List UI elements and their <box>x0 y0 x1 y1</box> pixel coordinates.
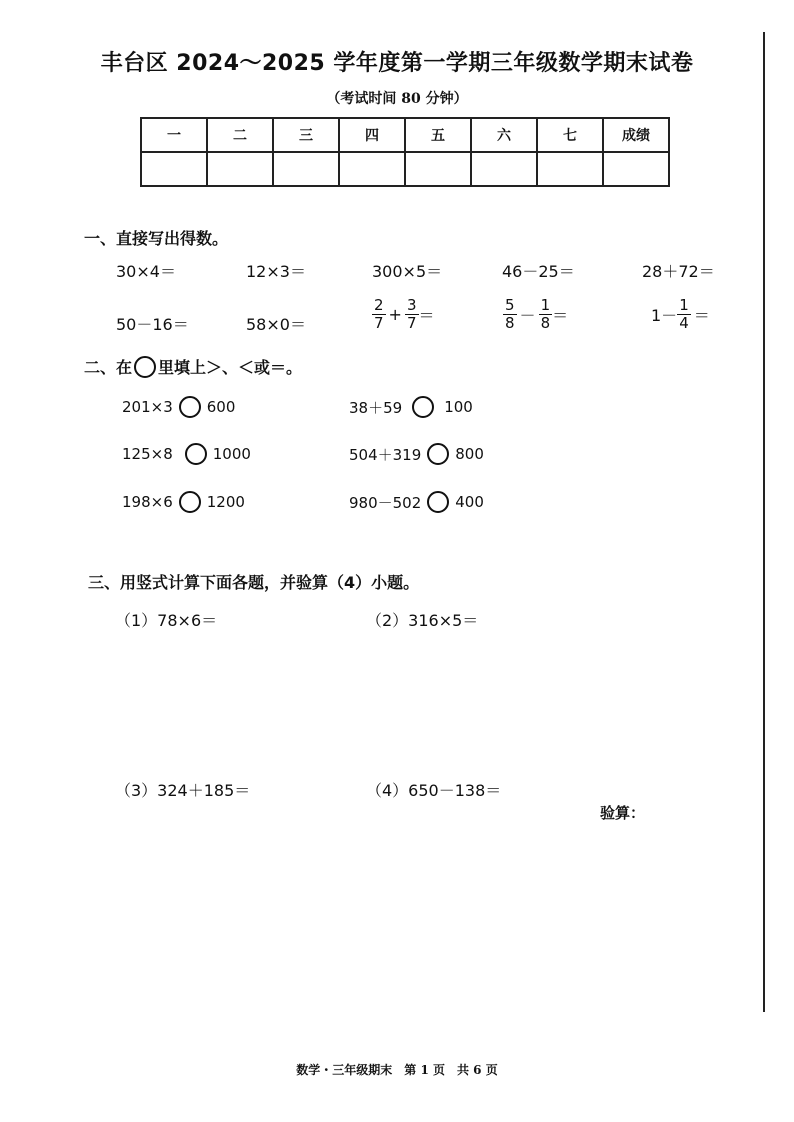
mental-math-question: 28＋72＝ <box>642 262 715 281</box>
vertical-calc-question-2: （2）316×5＝ <box>366 611 479 630</box>
mental-math-question: 50－16＝ <box>116 315 189 334</box>
denominator: 4 <box>679 314 689 332</box>
compare-question <box>122 491 245 513</box>
score-header-cell: 四 <box>339 118 405 152</box>
denominator: 8 <box>540 314 551 332</box>
equals-sign: ＝ <box>693 306 710 325</box>
equals-sign: ＝ <box>552 306 569 325</box>
compare-right-value: 400 <box>455 493 484 511</box>
operator: + <box>388 305 402 324</box>
score-input-cell[interactable] <box>273 152 339 186</box>
compare-left-expr: 201×3 <box>122 398 173 416</box>
fraction <box>677 297 691 332</box>
compare-question <box>122 396 235 418</box>
operator: － <box>519 306 536 325</box>
compare-left-expr: 198×6 <box>122 493 173 511</box>
mental-math-question: 46－25＝ <box>502 262 575 281</box>
compare-question <box>349 491 484 513</box>
numerator: 3 <box>406 296 417 314</box>
mental-math-question: 300×5＝ <box>372 262 443 281</box>
score-input-cell[interactable] <box>339 152 405 186</box>
score-header-cell: 五 <box>405 118 471 152</box>
compare-left-expr: 504＋319 <box>349 445 422 464</box>
fraction <box>539 297 553 332</box>
mental-math-question: 30×4＝ <box>116 262 176 281</box>
vertical-calc-question-1: （1）78×6＝ <box>115 611 218 630</box>
denominator: 7 <box>406 314 417 332</box>
compare-question <box>349 396 473 418</box>
compare-answer-circle[interactable] <box>427 443 449 465</box>
fraction <box>372 297 386 332</box>
work-area-3-4[interactable] <box>100 830 740 1030</box>
whole-part: 1－ <box>651 306 678 325</box>
score-header-cell: 七 <box>537 118 603 152</box>
vertical-calc-question-4: （4）650－138＝ <box>366 781 502 800</box>
section3-heading: 三、用竖式计算下面各题，并验算（4）小题。 <box>88 573 420 592</box>
section2-heading <box>84 355 302 378</box>
score-input-cell[interactable] <box>471 152 537 186</box>
binding-margin-line <box>763 32 765 1012</box>
section1-heading: 一、直接写出得数。 <box>84 229 229 248</box>
compare-answer-circle[interactable] <box>179 396 201 418</box>
fraction-question <box>651 297 710 332</box>
check-label: 验算： <box>600 804 646 822</box>
score-header-cell: 六 <box>471 118 537 152</box>
fraction <box>405 297 419 332</box>
compare-answer-circle[interactable] <box>427 491 449 513</box>
denominator: 8 <box>505 314 515 332</box>
compare-answer-circle[interactable] <box>412 396 434 418</box>
score-input-cell[interactable] <box>141 152 207 186</box>
compare-left-expr: 38＋59 <box>349 398 403 417</box>
equals-sign: ＝ <box>418 306 435 325</box>
exam-duration: （考试时间 80 分钟） <box>326 91 468 107</box>
compare-answer-circle[interactable] <box>179 491 201 513</box>
score-table-header-row <box>141 118 669 152</box>
compare-answer-circle[interactable] <box>185 443 207 465</box>
numerator: 1 <box>540 296 551 314</box>
score-input-cell[interactable] <box>405 152 471 186</box>
compare-question <box>349 443 484 465</box>
compare-left-expr: 980－502 <box>349 493 422 512</box>
fraction <box>503 297 517 332</box>
vertical-calc-question-3: （3）324＋185＝ <box>115 781 251 800</box>
fraction-question <box>372 297 435 332</box>
score-header-cell: 三 <box>273 118 339 152</box>
score-input-cell[interactable] <box>537 152 603 186</box>
score-table <box>140 117 670 187</box>
score-input-cell[interactable] <box>207 152 273 186</box>
score-header-cell: 一 <box>141 118 207 152</box>
compare-right-value: 1200 <box>206 493 245 511</box>
score-header-cell: 二 <box>207 118 273 152</box>
section2-heading-pre: 二、在 <box>84 358 133 377</box>
circle-icon <box>134 356 156 378</box>
page-title: 丰台区 2024～2025 学年度第一学期三年级数学期末试卷 <box>100 51 694 76</box>
numerator: 1 <box>679 296 689 314</box>
section2-heading-post: 里填上＞、＜或＝。 <box>158 358 303 377</box>
compare-question <box>122 443 251 465</box>
compare-right-value: 100 <box>444 398 473 416</box>
numerator: 2 <box>374 296 384 314</box>
compare-right-value: 1000 <box>212 445 251 463</box>
score-table-blank-row <box>141 152 669 186</box>
score-header-cell: 成绩 <box>603 118 669 152</box>
compare-right-value: 800 <box>455 445 484 463</box>
work-area-1-2[interactable] <box>100 640 740 770</box>
page-footer: 数学・三年级期末 第 1 页 共 6 页 <box>296 1063 498 1077</box>
compare-left-expr: 125×8 <box>122 445 173 463</box>
fraction-question <box>503 297 568 332</box>
mental-math-question: 12×3＝ <box>246 262 306 281</box>
mental-math-question: 58×0＝ <box>246 315 306 334</box>
compare-right-value: 600 <box>206 398 236 416</box>
score-input-cell[interactable] <box>603 152 669 186</box>
numerator: 5 <box>505 296 515 314</box>
denominator: 7 <box>374 314 384 332</box>
